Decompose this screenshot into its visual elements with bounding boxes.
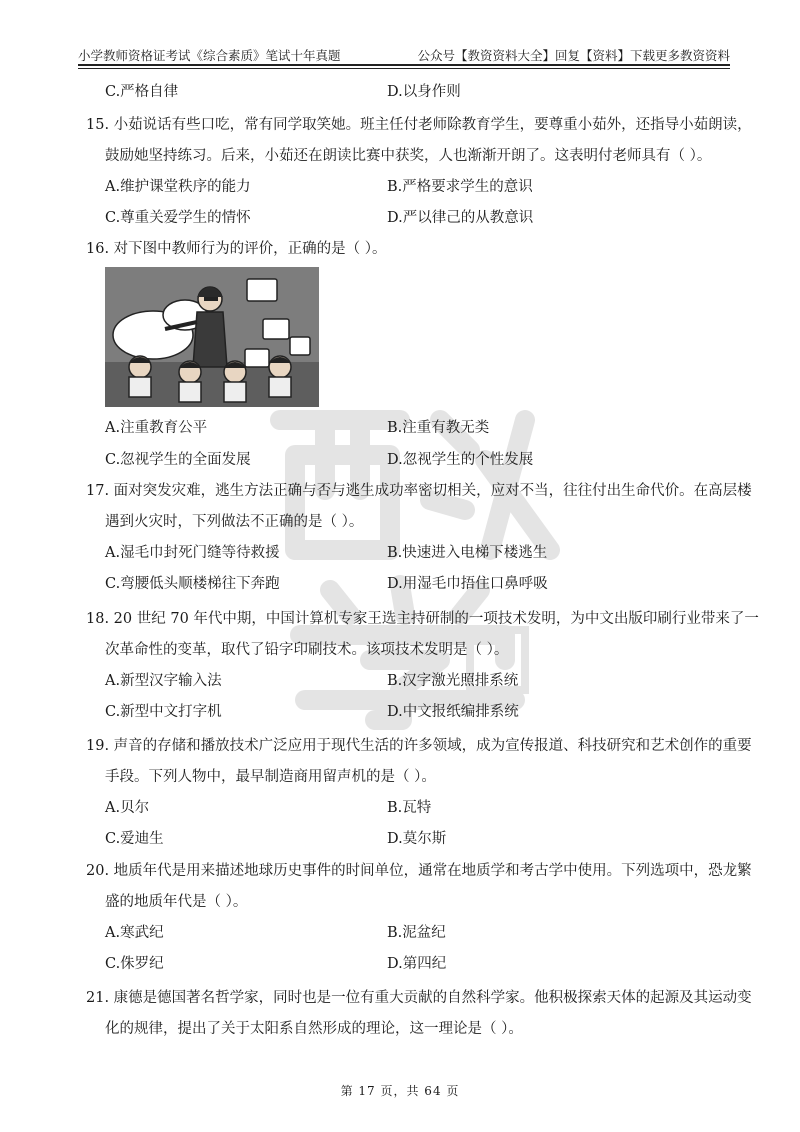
q14-option-c[interactable]: C.严格自律 [105,84,179,100]
q14-option-d[interactable]: D.以身作则 [387,84,461,100]
q20-stem-line1: 20. 地质年代是用来描述地球历史事件的时间单位，通常在地质学和考古学中使用。下列选项中，恐龙繁 [86,863,752,879]
header-right-promo: 公众号【教资资料大全】回复【资料】下载更多教资资料 [417,48,730,63]
q16-option-c[interactable]: C.忽视学生的全面发展 [105,452,251,468]
q16-stem-line1: 16. 对下图中教师行为的评价，正确的是（ ）。 [86,241,387,257]
teacher-cartoon-image [105,267,319,407]
q20-option-d[interactable]: D.第四纪 [387,956,447,972]
q19-option-d[interactable]: D.莫尔斯 [387,831,447,847]
q16-option-a[interactable]: A.注重教育公平 [105,420,208,436]
q15-option-c[interactable]: C.尊重关爱学生的情怀 [105,210,251,226]
q18-option-a[interactable]: A.新型汉字输入法 [105,673,222,689]
q19-option-b[interactable]: B.瓦特 [387,800,432,816]
header-rule-thick [78,64,730,66]
q21-stem-line1: 21. 康德是德国著名哲学家，同时也是一位有重大贡献的自然科学家。他积极探索天体的起源及其运动变 [86,990,752,1006]
q17-option-c[interactable]: C.弯腰低头顺楼梯往下奔跑 [105,576,280,592]
q17-stem-line1: 17. 面对突发灾难，逃生方法正确与否与逃生成功率密切相关，应对不当，往往付出生命代价。在高层楼 [86,483,752,499]
q17-stem-line2: 遇到火灾时，下列做法不正确的是（ ）。 [105,514,364,530]
q19-stem-line1: 19. 声音的存储和播放技术广泛应用于现代生活的许多领域，成为宣传报道、科技研究和艺术创作的重要 [86,738,752,754]
q18-stem-line1: 18. 20 世纪 70 年代中期，中国计算机专家王选主持研制的一项技术发明，为中文出版印刷行业带来了一 [86,611,759,627]
q18-option-b[interactable]: B.汉字激光照排系统 [387,673,519,689]
q20-option-c[interactable]: C.侏罗纪 [105,956,164,972]
q21-stem-line2: 化的规律，提出了关于太阳系自然形成的理论，这一理论是（ ）。 [105,1021,523,1037]
q18-stem-line2: 次革命性的变革，取代了铅字印刷技术。该项技术发明是（ ）。 [105,642,509,658]
q18-option-d[interactable]: D.中文报纸编排系统 [387,704,519,720]
q17-option-b[interactable]: B.快速进入电梯下楼逃生 [387,545,548,561]
q19-stem-line2: 手段。下列人物中，最早制造商用留声机的是（ ）。 [105,769,436,785]
q20-option-b[interactable]: B.泥盆纪 [387,925,446,941]
q19-option-c[interactable]: C.爱迪生 [105,831,164,847]
q20-stem-line2: 盛的地质年代是（ ）。 [105,894,248,910]
page-number-footer: 第 17 页，共 64 页 [340,1084,460,1098]
q17-option-d[interactable]: D.用湿毛巾捂住口鼻呼吸 [387,576,548,592]
q16-option-d[interactable]: D.忽视学生的个性发展 [387,452,534,468]
q15-option-a[interactable]: A.维护课堂秩序的能力 [105,179,251,195]
q15-stem-line2: 鼓励她坚持练习。后来，小茹还在朗读比赛中获奖，人也渐渐开朗了。这表明付老师具有（ ）。 [105,148,712,164]
q15-stem-line1: 15. 小茹说话有些口吃，常有同学取笑她。班主任付老师除教育学生，要尊重小茹外，还指导小茹朗读， [86,117,752,133]
q15-option-d[interactable]: D.严以律己的从教意识 [387,210,534,226]
q17-option-a[interactable]: A.湿毛巾封死门缝等待救援 [105,545,280,561]
header-rule-thin [78,68,730,69]
q19-option-a[interactable]: A.贝尔 [105,800,150,816]
q18-option-c[interactable]: C.新型中文打字机 [105,704,222,720]
q20-option-a[interactable]: A.寒武纪 [105,925,164,941]
page-header [78,44,730,66]
header-left-title: 小学教师资格证考试《综合素质》笔试十年真题 [78,48,341,63]
q16-option-b[interactable]: B.注重有教无类 [387,420,490,436]
q15-option-b[interactable]: B.严格要求学生的意识 [387,179,533,195]
